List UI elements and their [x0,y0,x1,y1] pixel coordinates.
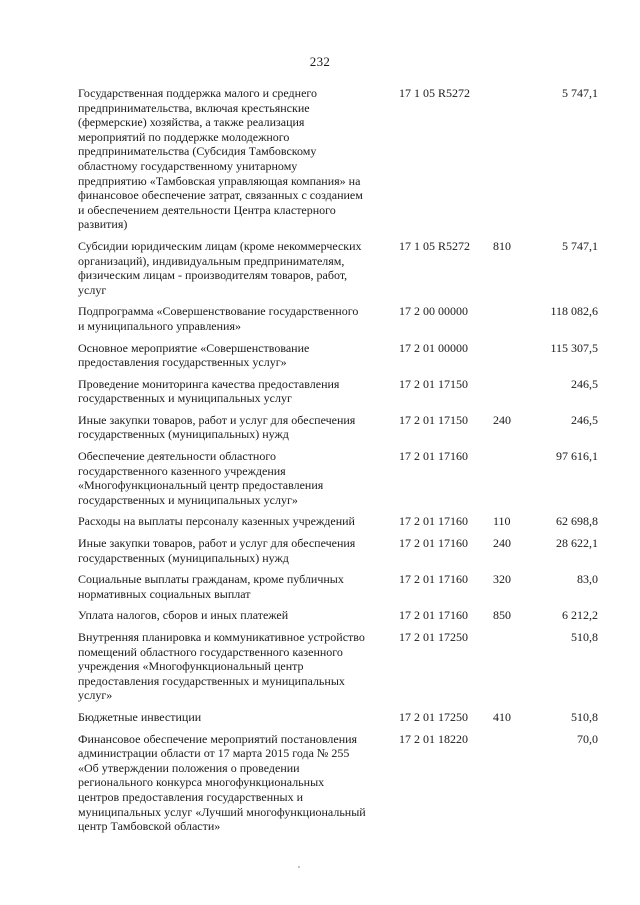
row-expense-type: 850 [493,608,511,623]
scan-speck [298,866,300,868]
row-code: 17 1 05 R5272 [399,238,471,253]
table-row [78,710,598,725]
row-expense-type: 320 [493,572,511,587]
table-row [78,86,598,232]
row-description: Проведение мониторинга качества предоставления государственных и муниципальных услуг [78,376,340,406]
table-row [78,572,598,601]
row-description: Финансовое обеспечение мероприятий постановления администрации области от 17 марта 2015 года № 255 «Об утверждении положения о проведении регионального конкурса многофункциональных центров предоставления государственных и муниципальных услуг «Лучший многофункциональный центр Тамбовской области» [78,731,366,834]
row-description: Бюджетные инвестиции [78,709,202,724]
row-expense-type: 110 [493,514,511,529]
row-expense-type: 410 [493,709,511,724]
table-row [78,608,598,623]
row-description: Иные закупки товаров, работ и услуг для обеспечения государственных (муниципальных) нужд [78,412,356,442]
row-code: 17 2 01 00000 [399,340,468,355]
table-row [78,239,598,297]
row-description: Социальные выплаты гражданам, кроме публичных нормативных социальных выплат [78,572,344,601]
row-amount: 83,0 [577,572,598,587]
row-description: Субсидии юридическим лицам (кроме некоммерческих организаций), индивидуальным предпринимателям, физическим лицам - производителям товаров, работ, услуг [78,238,362,297]
row-description: Внутренняя планировка и коммуникативное устройство помещений областного государственного казенного учреждения «Многофункциональный центр предоставления государственных и муниципальных услуг» [78,630,365,703]
table-row [78,377,598,406]
table-row [78,732,598,834]
table-row [78,630,598,703]
row-description: Обеспечение деятельности областного государственного казенного учреждения «Многофункциональный центр предоставления государственных и муниципальных услуг» [78,449,324,507]
row-amount: 115 307,5 [550,340,598,355]
row-amount: 70,0 [577,731,598,746]
row-code: 17 2 01 17150 [399,376,468,391]
row-expense-type: 810 [493,238,511,253]
row-description: Иные закупки товаров, работ и услуг для обеспечения государственных (муниципальных) нужд [78,536,356,565]
row-code: 17 1 05 R5272 [399,86,471,100]
row-amount: 62 698,8 [556,514,598,529]
row-amount: 510,8 [571,630,598,644]
row-code: 17 2 01 17160 [399,514,468,529]
row-description: Государственная поддержка малого и среднего предпринимательства, включая крестьянские (фермерские) хозяйства, а также реализация мероприятий по поддержке молодежного предпринимательства (Субсидия Тамбовскому областному государственному унитарному предприятию «Тамбовская управляющая компания» на финансовое обеспечение затрат, связанных с созданием и обеспечением деятельности Центра кластерного развития) [78,86,363,232]
row-code: 17 2 01 17250 [399,709,468,724]
row-expense-type: 240 [493,412,511,427]
table-row [78,449,598,507]
row-code: 17 2 01 17150 [399,412,468,427]
row-expense-type: 240 [493,536,511,551]
row-amount: 97 616,1 [556,449,598,464]
budget-table [78,86,598,834]
row-code: 17 2 00 00000 [399,304,468,319]
row-code: 17 2 01 17160 [399,572,468,587]
row-amount: 246,5 [571,412,598,427]
row-description: Расходы на выплаты персоналу казенных учреждений [78,514,355,529]
row-amount: 6 212,2 [562,608,598,623]
table-row [78,413,598,442]
row-amount: 510,8 [571,709,598,724]
table-row [78,341,598,370]
row-amount: 246,5 [571,376,598,391]
row-code: 17 2 01 17160 [399,536,468,551]
row-amount: 28 622,1 [556,536,598,551]
row-code: 17 2 01 18220 [399,731,468,746]
row-description: Подпрограмма «Совершенствование государственного и муниципального управления» [78,304,359,333]
row-description: Уплата налогов, сборов и иных платежей [78,608,289,623]
table-row [78,304,598,333]
row-amount: 5 747,1 [562,86,598,100]
row-amount: 5 747,1 [562,238,598,253]
row-code: 17 2 01 17160 [399,608,468,623]
table-row [78,514,598,529]
page-number: 232 [309,54,331,69]
row-description: Основное мероприятие «Совершенствование предоставления государственных услуг» [78,340,310,370]
row-code: 17 2 01 17160 [399,449,468,464]
table-row [78,536,598,565]
row-amount: 118 082,6 [550,304,598,319]
row-code: 17 2 01 17250 [399,630,468,644]
